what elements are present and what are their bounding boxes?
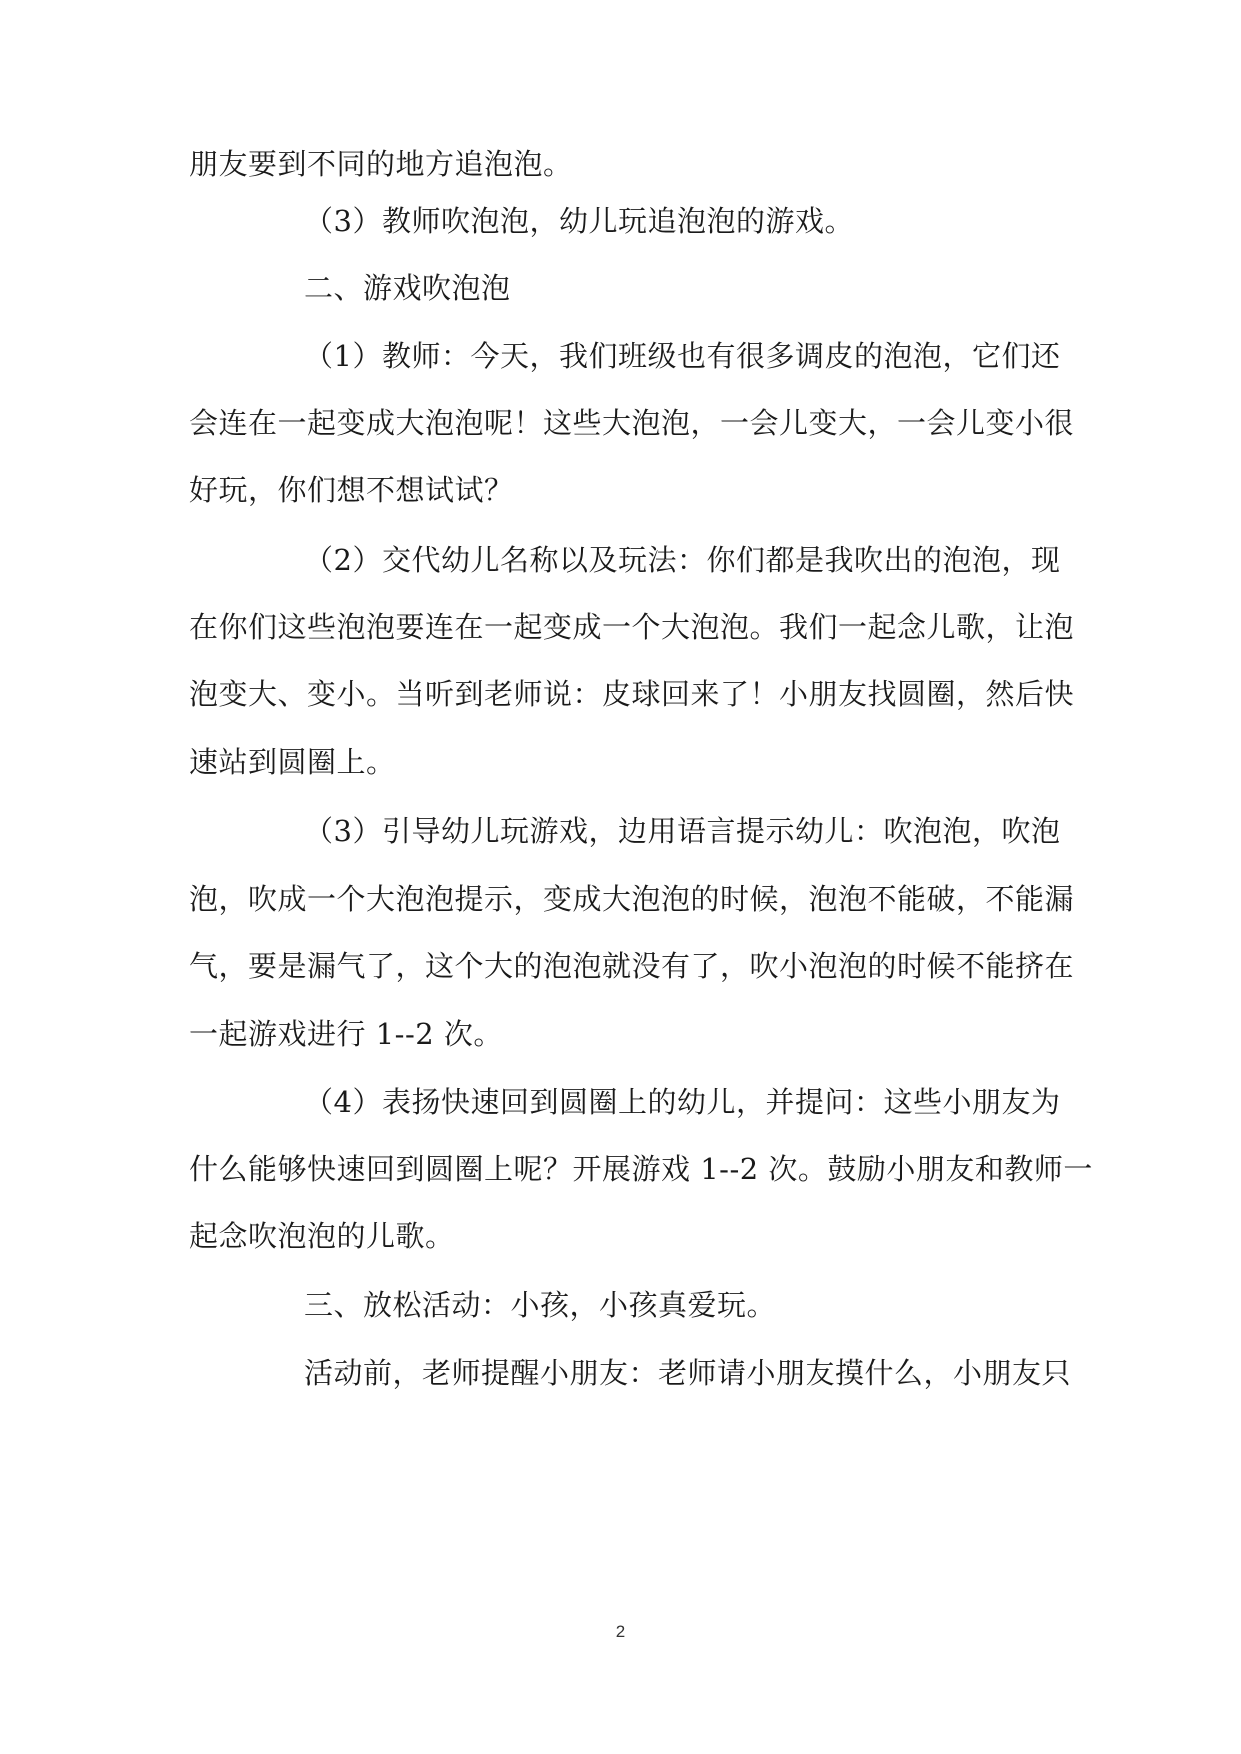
section-heading: 二、游戏吹泡泡 [304, 271, 511, 305]
text-line: 在你们这些泡泡要连在一起变成一个大泡泡。我们一起念儿歌，让泡 [189, 610, 1075, 644]
text-line: （1）教师：今天，我们班级也有很多调皮的泡泡，它们还 [304, 339, 1061, 373]
text-line: 泡变大、变小。当听到老师说：皮球回来了！小朋友找圆圈，然后快 [189, 677, 1075, 711]
text-line: 气，要是漏气了，这个大的泡泡就没有了，吹小泡泡的时候不能挤在 [189, 949, 1075, 983]
text-line: 好玩，你们想不想试试？ [189, 473, 514, 507]
text-line: 朋友要到不同的地方追泡泡。 [189, 147, 573, 181]
text-line: 一起游戏进行 1--2 次。 [189, 1017, 503, 1051]
page-number: 2 [615, 1622, 626, 1641]
text-line: （4）表扬快速回到圆圈上的幼儿，并提问：这些小朋友为 [304, 1085, 1061, 1119]
text-line: 活动前，老师提醒小朋友：老师请小朋友摸什么，小朋友只 [304, 1356, 1072, 1390]
text-line: 起念吹泡泡的儿歌。 [189, 1219, 455, 1253]
text-line: （3）引导幼儿玩游戏，边用语言提示幼儿：吹泡泡，吹泡 [304, 814, 1061, 848]
section-heading: 三、放松活动：小孩，小孩真爱玩。 [304, 1288, 777, 1322]
text-line: （2）交代幼儿名称以及玩法：你们都是我吹出的泡泡，现 [304, 543, 1061, 577]
text-line: 速站到圆圈上。 [189, 745, 396, 779]
text-line: 会连在一起变成大泡泡呢！这些大泡泡，一会儿变大，一会儿变小很 [189, 406, 1075, 440]
text-line: （3）教师吹泡泡，幼儿玩追泡泡的游戏。 [304, 204, 854, 238]
text-line: 什么能够快速回到圆圈上呢？开展游戏 1--2 次。鼓励小朋友和教师一 [189, 1152, 1093, 1186]
text-line: 泡，吹成一个大泡泡提示，变成大泡泡的时候，泡泡不能破，不能漏 [189, 882, 1075, 916]
